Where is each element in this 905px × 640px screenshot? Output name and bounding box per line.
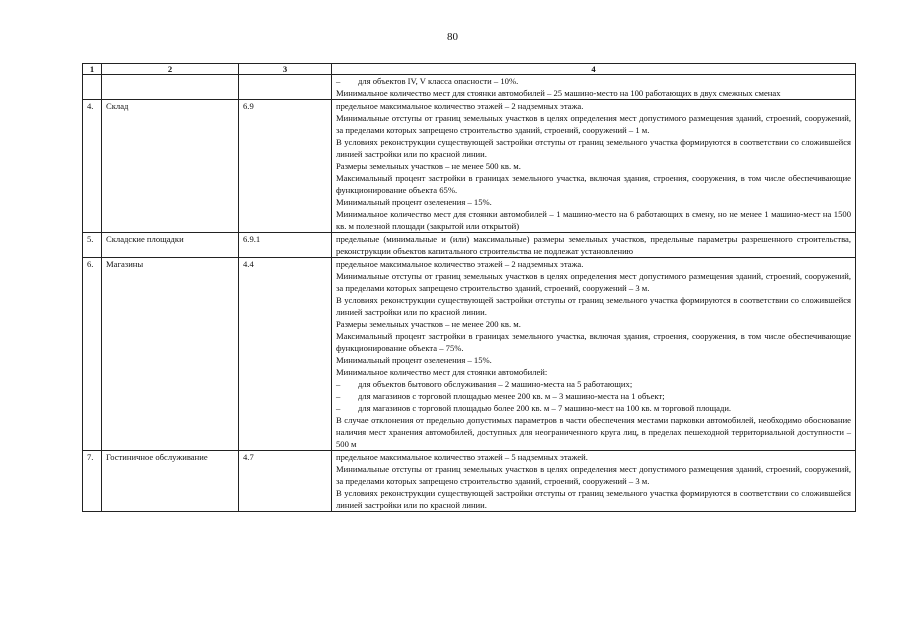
requirement-text: Минимальный процент озеленения – 15%. (336, 355, 492, 365)
bullet-item (336, 75, 851, 87)
requirement-text: Минимальный процент озеленения – 15%. (336, 197, 492, 207)
requirement-text: Минимальные отступы от границ земельных участков в целях определения мест допустимого размещения зданий, строений, сооружений, за пределами которых запрещено строительство зданий, строений, сооружений – 3 м. (336, 271, 851, 293)
row-name-cell: Гостиничное обслуживание (102, 451, 239, 512)
requirement-text: Минимальные отступы от границ земельных участков в целях определения мест допустимого размещения зданий, строений, сооружений, за пределами которых запрещено строительство зданий, строений, сооружений – 3 м. (336, 464, 851, 486)
row-code-cell: 6.9 (239, 100, 332, 233)
row-requirements-cell (332, 100, 856, 233)
row-code-cell: 4.4 (239, 258, 332, 451)
bullet-dash: – (336, 391, 341, 401)
table-row-continuation (83, 75, 856, 100)
bullet-item (336, 402, 851, 414)
row-requirements-cell (332, 233, 856, 258)
requirement-text: Минимальное количество мест для стоянки автомобилей – 25 машино-место на 100 работающих в двух смежных сменах (336, 88, 781, 98)
table-row (83, 100, 856, 233)
row-code-cell (239, 75, 332, 100)
row-name-cell (102, 75, 239, 100)
row-code-cell: 6.9.1 (239, 233, 332, 258)
row-number-cell: 5. (83, 233, 102, 258)
requirement-text: предельное максимальное количество этажей – 5 надземных этажей. (336, 452, 588, 462)
row-name-cell: Склад (102, 100, 239, 233)
bullet-dash: – (336, 379, 341, 389)
requirement-text: предельное максимальное количество этажей – 2 надземных этажа. (336, 101, 584, 111)
row-number-cell: 7. (83, 451, 102, 512)
requirement-text: Минимальные отступы от границ земельных участков в целях определения мест допустимого размещения зданий, строений, сооружений, за пределами которых запрещено строительство зданий, строений, сооружений – 1 м. (336, 113, 851, 135)
requirement-text: Размеры земельных участков – не менее 500 кв. м. (336, 161, 521, 171)
header-col-2: 2 (102, 64, 239, 75)
bullet-text: для объектов бытового обслуживания – 2 машино-места на 5 работающих; (358, 379, 633, 389)
row-name-cell: Магазины (102, 258, 239, 451)
bullet-item (336, 390, 851, 402)
requirement-text: Максимальный процент застройки в границах земельного участка, включая здания, строения, сооружения, в том числе обеспечивающие функционирование объекта – 75%. (336, 331, 851, 353)
bullet-dash: – (336, 76, 341, 86)
header-col-1: 1 (83, 64, 102, 75)
table-row (83, 258, 856, 451)
page-number: 80 (447, 31, 458, 43)
row-requirements-cell (332, 451, 856, 512)
bullet-text: для магазинов с торговой площадью менее 200 кв. м – 3 машино-места на 1 объект; (358, 391, 665, 401)
requirement-text: Минимальное количество мест для стоянки автомобилей – 1 машино-место на 6 работающих в смену, но не менее 1 машино-мест на 1500 кв. м полезной площади (закрытой или открытой) (336, 209, 851, 231)
header-col-4: 4 (332, 64, 856, 75)
bullet-dash: – (336, 403, 341, 413)
row-number-cell: 4. (83, 100, 102, 233)
row-number-cell (83, 75, 102, 100)
requirement-text: Максимальный процент застройки в границах земельного участка, включая здания, строения, сооружения, в том числе обеспечивающие функционирование объекта 65%. (336, 173, 851, 195)
requirement-text: В условиях реконструкции существующей застройки отступы от границ земельного участка формируются в соответствии со сложившейся линией застройки или по красной линии. (336, 137, 851, 159)
row-requirements-cell (332, 75, 856, 100)
row-code-cell: 4.7 (239, 451, 332, 512)
requirement-text: Размеры земельных участков – не менее 200 кв. м. (336, 319, 521, 329)
requirement-text: предельное максимальное количество этажей – 2 надземных этажа. (336, 259, 584, 269)
row-requirements-cell (332, 258, 856, 451)
bullet-text: для объектов IV, V класса опасности – 10%. (358, 76, 519, 86)
row-number-cell: 6. (83, 258, 102, 451)
bullet-text: для магазинов с торговой площадью более 200 кв. м – 7 машино-мест на 100 кв. м торговой площади. (358, 403, 732, 413)
requirement-text: В условиях реконструкции существующей застройки отступы от границ земельного участка формируются в соответствии со сложившейся линией застройки или по красной линии. (336, 295, 851, 317)
table-row (83, 233, 856, 258)
requirement-text: Минимальное количество мест для стоянки автомобилей: (336, 367, 548, 377)
regulations-table (82, 63, 856, 512)
table-header-row (83, 64, 856, 75)
header-col-3: 3 (239, 64, 332, 75)
bullet-item (336, 378, 851, 390)
row-name-cell: Складские площадки (102, 233, 239, 258)
requirement-text: В условиях реконструкции существующей застройки отступы от границ земельного участка формируются в соответствии со сложившейся линией застройки или по красной линии. (336, 488, 851, 510)
table-row (83, 451, 856, 512)
requirement-text: предельные (минимальные и (или) максимальные) размеры земельных участков, предельные параметры разрешенного строительства, реконструкции объектов капитального строительства не подлежат установлению (336, 234, 851, 256)
requirement-text: В случае отклонения от предельно допустимых параметров в части обеспечения местами парковки автомобилей, необходимо обоснование наличия мест хранения автомобилей, доступных для неограниченного круга лиц, в пределах пешеходной территориальной доступности – 500 м (336, 415, 851, 449)
